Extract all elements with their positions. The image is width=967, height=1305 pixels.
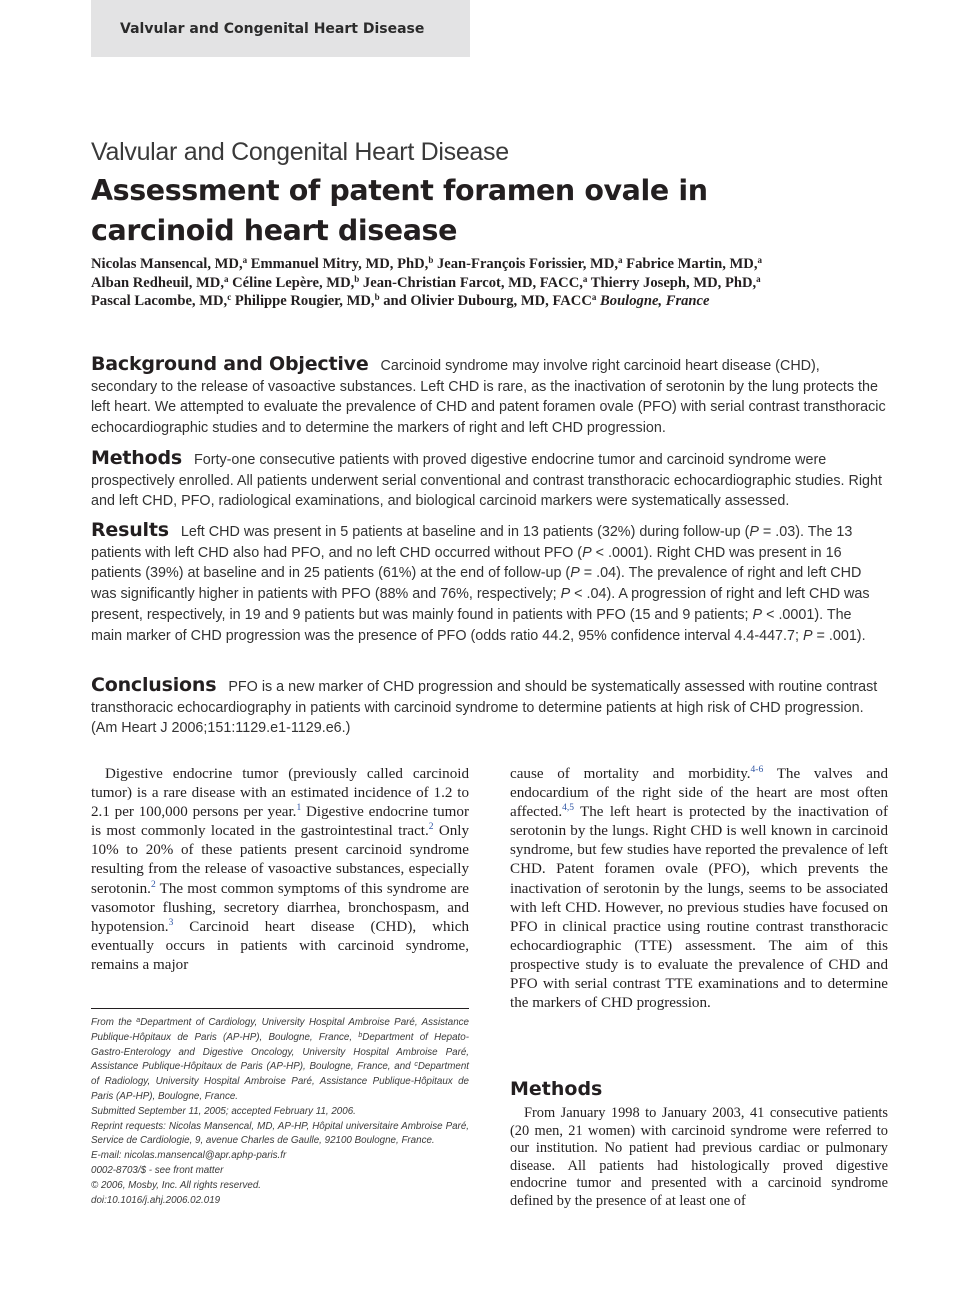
footnote-text: Department of Cardiology, University Hospital Ambroise Paré, Assistance Publique-Hôpitaux de Paris (AP-HP), Boulogne, France, — [91, 1017, 470, 1043]
affiliation-marker: a — [223, 273, 229, 284]
abstract-text: < .0001). The main marker of CHD progression was the presence of PFO (odds ratio 44.2, 95% confidence interval 4.4-447.7; — [91, 606, 852, 644]
body-text: The left heart is protected by the inactivation of serotonin by the lungs. Right CHD is well known in carcinoid syndrome, but few studies have reported the prevalence of left CHD. Patent foramen ovale (PFO), which prevents the inactivation of serotonin by the lungs, seems to be associated with left CHD. However, no previous studies have focused on PFO in clinical practice using routine contrast transthoracic echocardiographic (TTE) assessment. The aim of this prospective study is to evaluate the prevalence of CHD and PFO with serial contrast TTE examinations and to determine the markers of CHD progression. — [510, 804, 888, 1012]
abstract-methods — [91, 448, 886, 512]
author-name: Thierry Joseph, MD, PhD, — [587, 274, 757, 291]
reference-link[interactable]: 1 — [296, 803, 302, 814]
author-name: Céline Lepère, MD, — [228, 274, 355, 291]
article-section-label: Valvular and Congenital Heart Disease — [91, 138, 509, 166]
abstract-text: = .001). — [812, 627, 866, 644]
p-value-symbol: P — [582, 544, 592, 561]
author-location: Boulogne, France — [596, 293, 710, 310]
intro-paragraph-left — [91, 765, 469, 975]
affiliation-marker: a — [582, 273, 588, 284]
intro-paragraph-right — [510, 765, 888, 1013]
affiliation-marker: c — [227, 292, 232, 303]
journal-section-tab-label: Valvular and Congenital Heart Disease — [120, 21, 425, 37]
abstract-text: Carcinoid syndrome may involve right carcinoid heart disease (CHD), secondary to the release of vasoactive substances. Left CHD is rare, as the inactivation of serotonin by the lung protects the left heart. We attempted to evaluate the prevalence of CHD and patent foramen ovale (PFO) with serial contrast transthoracic echocardiographic studies and to determine the markers of right and left CHD progression. — [91, 358, 886, 437]
doi-link[interactable]: doi:10.1016/j.ahj.2006.02.019 — [91, 1194, 221, 1206]
body-text: The most common symptoms of this syndrome are vasomotor flushing, secretory diarrhea, bronchospasm, and hypotension. — [91, 880, 469, 935]
author-line-1 — [91, 255, 881, 274]
affiliation-marker: b — [428, 255, 434, 265]
author-name: Jean-Christian Farcot, MD, FACC, — [359, 274, 583, 291]
footnote-text: Department of Radiology, University Hospital Ambroise Paré, Assistance Publique-Hôpitaux de Paris (AP-HP), Boulogne, France. — [91, 1061, 469, 1102]
author-line-3 — [91, 292, 881, 311]
affiliations-note — [91, 1016, 469, 1105]
abstract-text: Left CHD was present in 5 patients at baseline and in 13 patients (32%) during follow-up ( — [180, 524, 750, 540]
journal-section-tab — [91, 0, 470, 57]
author-name: Jean-François Forissier, MD, — [433, 256, 619, 272]
abstract-conclusions — [91, 675, 886, 739]
affiliation-marker: b — [358, 1031, 363, 1039]
author-name: and Olivier Dubourg, MD, FACC — [379, 293, 592, 310]
body-text: cause of mortality and morbidity. — [510, 766, 751, 782]
submission-dates: Submitted September 11, 2005; accepted February 11, 2006. — [91, 1105, 356, 1117]
abstract-background — [91, 354, 886, 439]
issn-note: 0002-8703/$ - see front matter — [91, 1164, 224, 1176]
abstract-heading: Results — [91, 519, 169, 541]
affiliation-marker: a — [618, 255, 623, 265]
affiliation-marker: a — [242, 255, 248, 265]
p-value-symbol: P — [752, 606, 763, 623]
reference-link[interactable]: 3 — [168, 917, 174, 928]
footnote-block — [91, 1016, 469, 1208]
author-name: Emmanuel Mitry, MD, PhD, — [247, 256, 429, 272]
body-text: Carcinoid heart disease (CHD), which eventually occurs in patients with carcinoid syndrome, remains a major — [91, 918, 469, 973]
footnote-text: From the — [91, 1017, 137, 1028]
author-list — [91, 255, 881, 311]
affiliation-marker: b — [374, 292, 380, 303]
abstract-text: < .04). A progression of right and left CHD was present, respectively, in 19 and 9 patients but was mainly found in patients with PFO (15 and 9 patients; — [91, 586, 870, 623]
p-value-symbol: P — [802, 627, 813, 644]
abstract-text: Forty-one consecutive patients with proved digestive endocrine tumor and carcinoid syndrome were prospectively enrolled. All patients underwent serial conventional and contrast transthoracic echocardiographic studies. Right and left CHD, PFO, radiological examinations, and biological carcinoid markers were systematically assessed. — [91, 452, 882, 510]
affiliation-marker: c — [414, 1061, 418, 1069]
author-name: Philippe Rougier, MD, — [231, 293, 375, 310]
author-line-2 — [91, 274, 881, 293]
affiliation-marker: a — [136, 1017, 141, 1024]
p-value-symbol: P — [749, 524, 759, 540]
reference-link[interactable]: 4,5 — [562, 803, 574, 814]
footnote-divider — [91, 1008, 469, 1009]
affiliation-marker: a — [756, 273, 761, 284]
reference-link[interactable]: 2 — [428, 822, 434, 833]
affiliation-marker: b — [354, 273, 360, 284]
methods-heading: Methods — [510, 1078, 603, 1100]
abstract-heading: Methods — [91, 447, 182, 469]
p-value-symbol: P — [570, 565, 580, 582]
reprint-requests: Reprint requests: Nicolas Mansencal, MD, AP-HP, Hôpital universitaire Ambroise Paré, Service de Cardiologie, 9, avenue Charles de Gaulle, 92100 Boulogne, France. — [91, 1120, 469, 1147]
footnote-text: Department of Hepato-Gastro-Enterology and Digestive Oncology, University Hospital Ambroise Paré, Assistance Publique-Hôpitaux de Paris (AP-HP), Boulogne, France, and — [91, 1031, 469, 1073]
body-text: Digestive endocrine tumor is most commonly located in the gastrointestinal tract. — [91, 804, 469, 840]
reference-link[interactable]: 4-6 — [750, 765, 764, 775]
author-name: Nicolas Mansencal, MD, — [91, 256, 243, 272]
article-title: Assessment of patent foramen ovale in carcinoid heart disease — [91, 174, 708, 247]
author-name: Alban Redheuil, MD, — [91, 274, 224, 291]
affiliation-marker: a — [757, 255, 762, 265]
p-value-symbol: P — [560, 586, 571, 603]
abstract-text: = .04). The prevalence of right and left CHD was significantly higher in patients with PFO (88% and 76%, respectively; — [91, 565, 862, 603]
author-name: Pascal Lacombe, MD, — [91, 293, 228, 310]
body-text: Only 10% to 20% of these patients present carcinoid syndrome resulting from the release of vasoactive substances, especially serotonin. — [91, 823, 469, 897]
reference-link[interactable]: 2 — [150, 879, 156, 890]
body-text: Digestive endocrine tumor (previously called carcinoid tumor) is a rare disease with an estimated incidence of 1.2 to 2.1 per 100,000 persons per year. — [91, 766, 469, 821]
author-name: Fabrice Martin, MD, — [622, 256, 758, 272]
affiliation-marker: a — [591, 292, 597, 303]
body-text: The valves and endocardium of the right side of the heart are most often affected. — [510, 766, 889, 821]
methods-paragraph: From January 1998 to January 2003, 41 consecutive patients (20 men, 21 women) with carcinoid syndrome were referred to our institution. No patient had previous cardiac or pulmonary disease. All patients had histologically proved digestive endocrine tumor and presented with a carcinoid syndrome defined by the presence of at least one of — [510, 1105, 888, 1209]
abstract-results — [91, 520, 886, 646]
contact-email[interactable]: E-mail: nicolas.mansencal@apr.aphp-paris.fr — [91, 1150, 287, 1162]
abstract-text: PFO is a new marker of CHD progression and should be systematically assessed with routine contrast transthoracic echocardiography in patients with carcinoid syndrome to determine patients at high risk of CHD progression. (Am Heart J 2006;151:1129.e1-1129.e6.) — [91, 679, 878, 737]
abstract-text: = .03). The 13 patients with left CHD also had PFO, and no left CHD occurred without PFO ( — [91, 524, 853, 561]
copyright-note: © 2006, Mosby, Inc. All rights reserved. — [91, 1179, 262, 1191]
abstract-heading: Conclusions — [91, 674, 217, 696]
abstract-heading: Background and Objective — [91, 353, 369, 375]
abstract-text: < .0001). Right CHD was present in 16 patients (39%) at baseline and in 25 patients (61%) at the end of follow-up ( — [91, 544, 842, 582]
